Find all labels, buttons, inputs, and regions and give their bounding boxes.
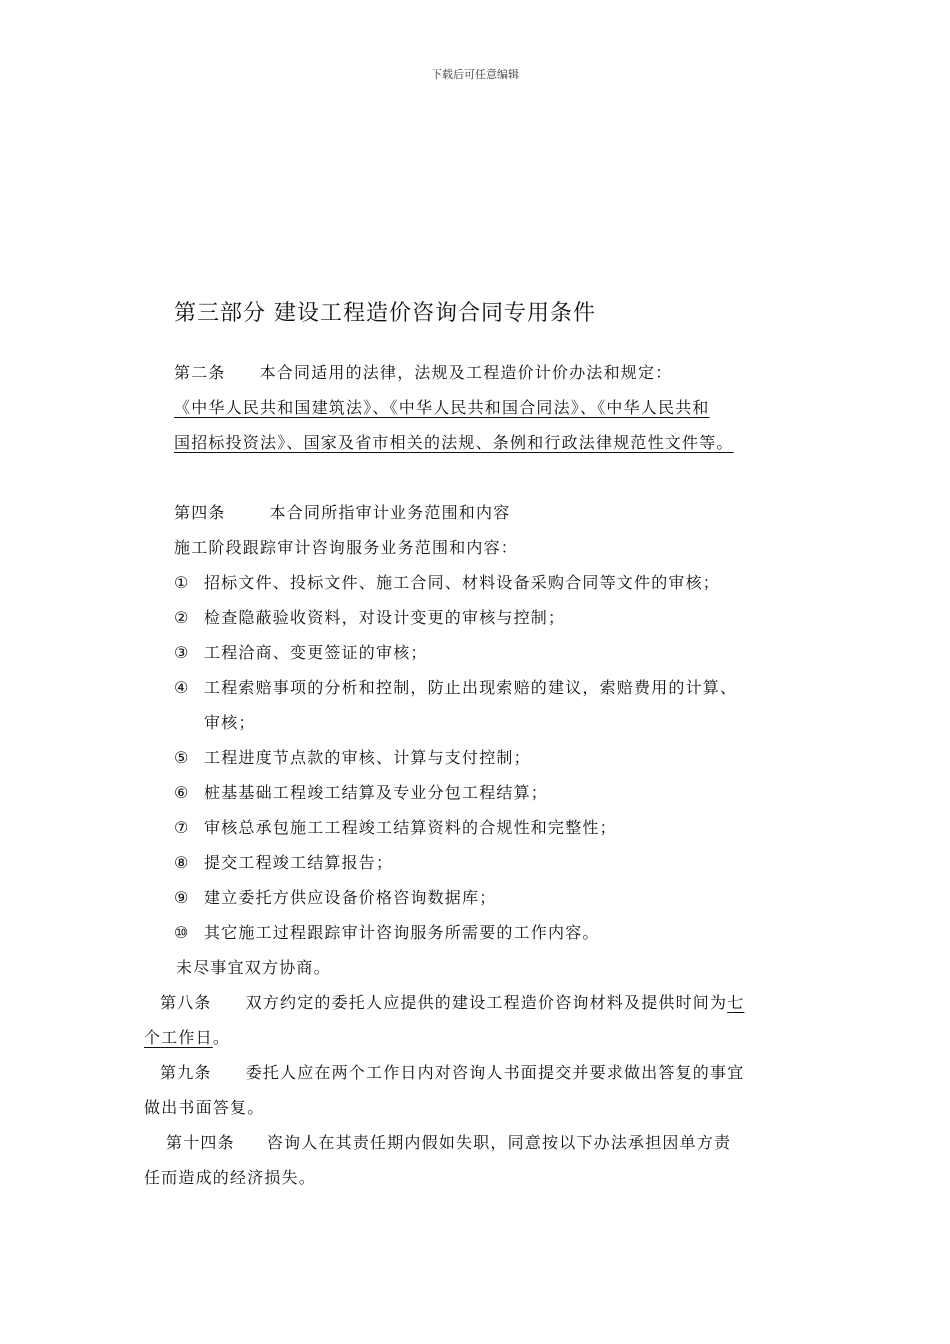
article-9-label: 第九条 [160,1063,212,1082]
item-number: ⑩ [174,923,190,942]
article-8-label: 第八条 [160,993,212,1012]
article-2-laws-line1: 《中华人民共和国建筑法》、《中华人民共和国合同法》、《中华人民共和 [174,398,710,417]
article-14-line2: 任而造成的经济损失。 [144,1168,317,1187]
article-4-heading [174,500,510,523]
item-number: ③ [174,643,190,662]
item-number: ⑤ [174,748,190,767]
article-8-days-part2: 个工作日 [144,1028,213,1047]
item-text: 检查隐蔽验收资料，对设计变更的审核与控制； [204,608,566,627]
article-4-label: 第四条 [174,503,226,522]
item-number: ⑥ [174,783,190,802]
item-number: ② [174,608,190,627]
item-text: 提交工程竣工结算报告； [204,853,394,872]
item-number: ⑨ [174,888,190,907]
article-2-text: 本合同适用的法律，法规及工程造价计价办法和规定： [259,363,673,382]
list-item [174,780,548,803]
article-4-closing: 未尽事宜双方协商。 [176,958,331,977]
article-2-laws-line2: 国招标投资法》、国家及省市相关的法规、条例和行政法律规范性文件等。 [174,433,734,452]
article-8-text: 双方约定的委托人应提供的建设工程造价咨询材料及提供时间为 [245,993,728,1012]
item-number: ⑧ [174,853,190,872]
article-4-intro: 施工阶段跟踪审计咨询服务业务范围和内容： [174,538,519,557]
article-9-line1 [160,1060,744,1083]
item-text: 工程洽商、变更签证的审核； [204,643,428,662]
article-14-line1 [166,1130,731,1153]
item-number: ① [174,573,190,592]
item-text: 工程索赔事项的分析和控制，防止出现索赔的建议，索赔费用的计算、 [204,678,738,697]
item-text: 桩基基础工程竣工结算及专业分包工程结算； [204,783,549,802]
article-8-line2 [144,1025,230,1048]
article-14-label: 第十四条 [166,1133,235,1152]
list-item [174,640,428,663]
list-item [174,885,496,908]
list-item [174,850,393,873]
article-9-text: 委托人应在两个工作日内对咨询人书面提交并要求做出答复的事宜 [245,1063,745,1082]
article-2-label: 第二条 [174,363,226,382]
item-number: ⑦ [174,818,190,837]
article-8-days-part1: 七 [727,993,745,1012]
article-4-text: 本合同所指审计业务范围和内容 [269,503,511,522]
article-8-end: 。 [212,1028,231,1047]
list-item [174,605,565,628]
item-text: 工程进度节点款的审核、计算与支付控制； [204,748,531,767]
item-text: 其它施工过程跟踪审计咨询服务所需要的工作内容。 [204,923,600,942]
page-header: 下载后可任意编辑 [431,68,519,81]
item-number: ④ [174,678,190,697]
page-title: 第三部分 建设工程造价咨询合同专用条件 [174,301,596,326]
item-text: 审核总承包施工工程竣工结算资料的合规性和完整性； [204,818,617,837]
list-item [174,815,617,838]
article-14-text: 咨询人在其责任期内假如失职，同意按以下办法承担因单方责 [266,1133,732,1152]
list-item [174,570,720,593]
list-item [174,745,531,768]
item-text: 建立委托方供应设备价格咨询数据库； [204,888,497,907]
article-9-line2: 做出书面答复。 [144,1098,265,1117]
item-text: 审核； [204,713,256,732]
item-text: 招标文件、投标文件、施工合同、材料设备采购合同等文件的审核； [204,573,721,592]
article-8-line1 [160,990,744,1013]
list-item-continuation [174,710,256,733]
list-item [174,920,600,943]
article-2-heading [174,360,672,383]
list-item [174,675,737,698]
